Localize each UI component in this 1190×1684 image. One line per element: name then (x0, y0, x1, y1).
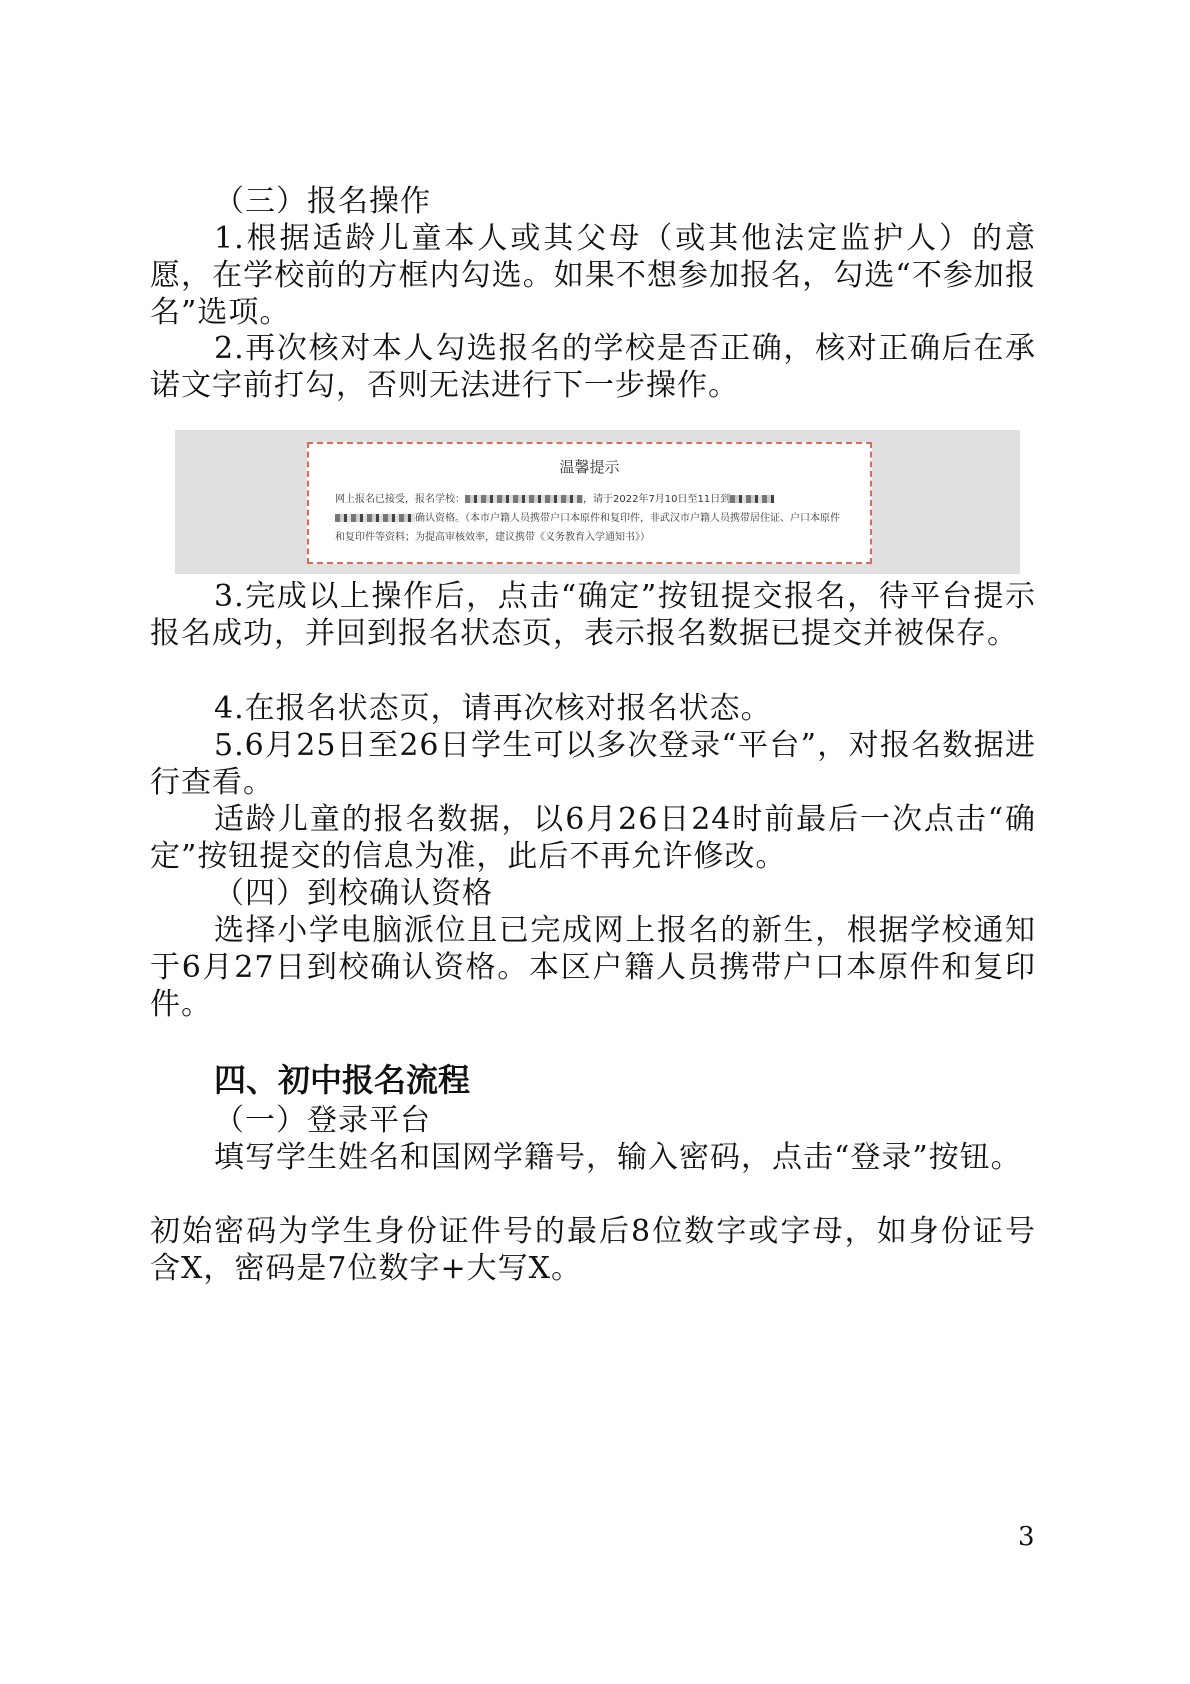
paragraph-step-1: 1.根据适龄儿童本人或其父母（或其他法定监护人）的意愿，在学校前的方框内勾选。如果不想参加报名，勾选“不参加报名”选项。 (150, 221, 1036, 330)
paragraph-deadline-note: 适龄儿童的报名数据，以6月26日24时前最后一次点击“确定”按钮提交的信息为准，此后不再允许修改。 (150, 802, 1036, 874)
main-heading-junior-high: 四、初中报名流程 (214, 1061, 471, 1099)
notice-text-2: ，请于2022年7月10日至11日到 (583, 494, 731, 505)
paragraph-confirm-qualification: 选择小学电脑派位且已完成网上报名的新生，根据学校通知于6月27日到校确认资格。本区户籍人员携带户口本原件和复印件。 (150, 913, 1036, 1022)
section-heading-confirm-qualification: （四）到校确认资格 (214, 876, 493, 911)
paragraph-step-2: 2.再次核对本人勾选报名的学校是否正确，核对正确后在承诺文字前打勾，否则无法进行下一步操作。 (150, 331, 1036, 403)
notice-text-1: 网上报名已接受，报名学校： (335, 494, 465, 505)
notice-screenshot (175, 430, 1020, 574)
redacted-location-continued (335, 514, 415, 522)
redacted-location (730, 495, 774, 503)
redacted-school-name (465, 495, 583, 503)
paragraph-step-5: 5.6月25日至26日学生可以多次登录“平台”，对报名数据进行查看。 (150, 728, 1036, 800)
paragraph-initial-password: 初始密码为学生身份证件号的最后8位数字或字母，如身份证号含X，密码是7位数字+大写X。 (150, 1214, 1036, 1286)
notice-text-3: 确认资格。（本市户籍人员携带户口本原件和复印件，非武汉市户籍人员携带居住证、户口本原件和复印件等资料；为提高审核效率，建议携带《义务教育入学通知书》） (335, 513, 840, 543)
paragraph-step-4: 4.在报名状态页，请再次核对报名状态。 (214, 691, 772, 726)
paragraph-login: 填写学生姓名和国网学籍号，输入密码，点击“登录”按钮。 (214, 1140, 1022, 1175)
notice-title: 温馨提示 (559, 458, 620, 476)
notice-box (307, 442, 872, 564)
page-number: 3 (1018, 1522, 1035, 1552)
section-heading-report-operation: （三）报名操作 (214, 184, 431, 219)
section-heading-login: （一）登录平台 (214, 1103, 431, 1138)
paragraph-step-3: 3.完成以上操作后，点击“确定”按钮提交报名，待平台提示报名成功，并回到报名状态页，表示报名数据已提交并被保存。 (150, 579, 1036, 651)
notice-body (335, 490, 847, 547)
